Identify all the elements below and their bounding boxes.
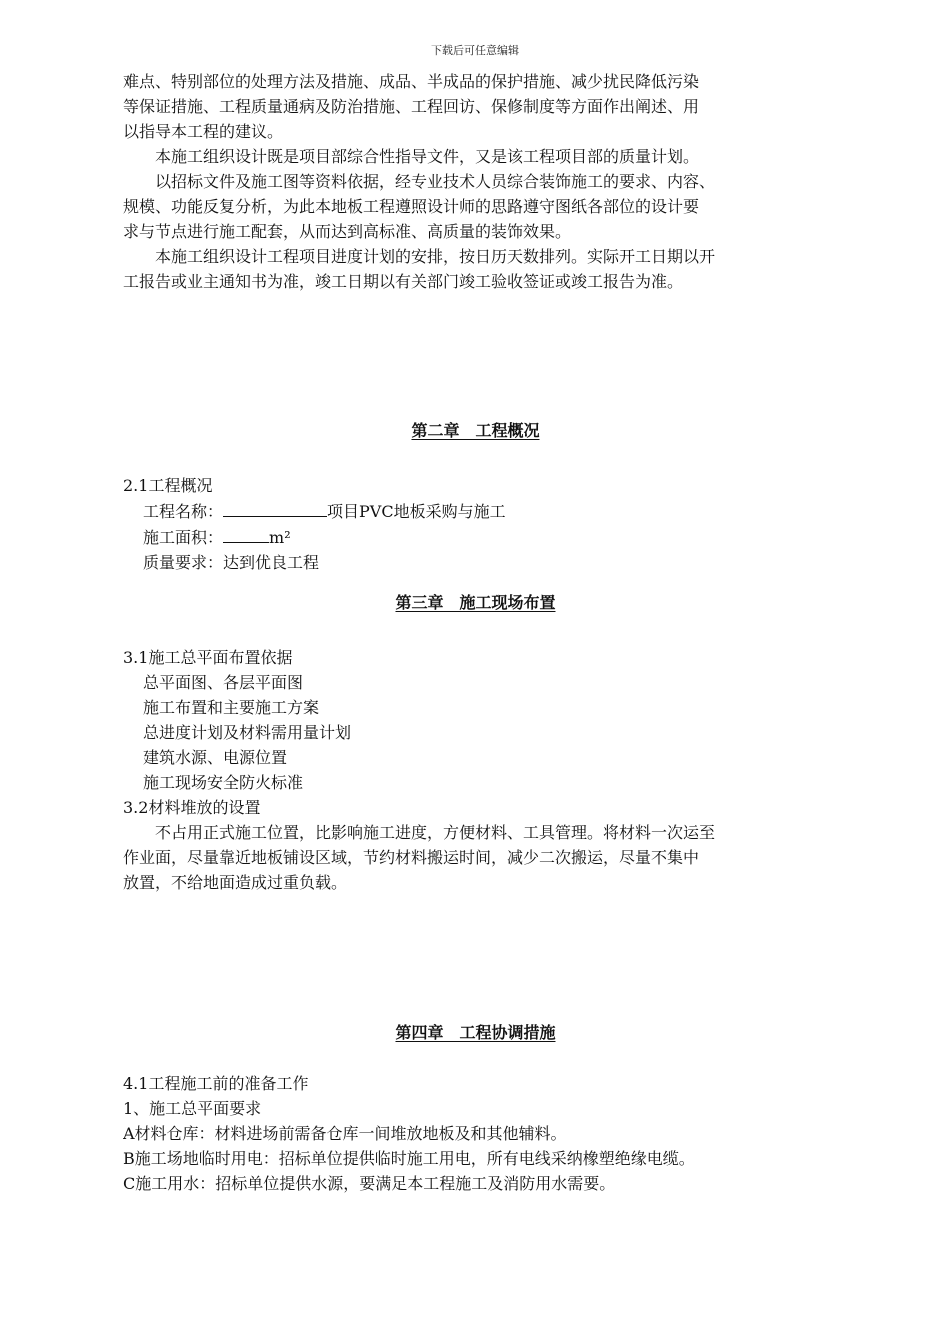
material-storage-line: 不占用正式施工位置，比影响施工进度，方便材料、工具管理。将材料一次运至 [155,823,716,842]
project-name-label: 工程名称： [143,502,224,521]
project-name-blank [223,498,327,517]
construction-area-unit: m² [269,528,291,547]
intro-line: 求与节点进行施工配套，从而达到高标准、高质量的装饰效果。 [123,222,572,241]
intro-line: 本施工组织设计既是项目部综合性指导文件，又是该工程项目部的质量计划。 [155,147,700,166]
chapter-3-title-text: 第三章 施工现场布置 [395,593,556,612]
requirement-line: C施工用水：招标单位提供水源，要满足本工程施工及消防用水需要。 [123,1174,616,1193]
intro-line: 工报告或业主通知书为准，竣工日期以有关部门竣工验收签证或竣工报告为准。 [123,272,684,291]
chapter-2-title-text: 第二章 工程概况 [411,421,540,440]
intro-line: 本施工组织设计工程项目进度计划的安排，按日历天数排列。实际开工日期以开 [155,247,716,266]
chapter-4-title [123,1021,828,1045]
intro-line: 以指导本工程的建议。 [123,122,284,141]
construction-area-blank [223,524,269,543]
section-4-1-heading: 4.1工程施工前的准备工作 [123,1074,309,1093]
document-body [123,69,828,1196]
construction-area-label: 施工面积： [143,528,224,547]
section-2-1-heading: 2.1工程概况 [123,476,213,495]
intro-line: 等保证措施、工程质量通病及防治措施、工程回访、保修制度等方面作出阐述、用 [123,97,700,116]
intro-line: 以招标文件及施工图等资料依据，经专业技术人员综合装饰施工的要求、内容、 [155,172,716,191]
intro-line: 规模、功能反复分析，为此本地板工程遵照设计师的思路遵守图纸各部位的设计要 [123,197,700,216]
page-header: 下载后可任意编辑 [431,44,519,57]
requirement-line: A材料仓库：材料进场前需备仓库一间堆放地板及和其他辅料。 [123,1124,567,1143]
chapter-2-title [123,419,828,443]
subsection-heading: 1、施工总平面要求 [123,1099,262,1118]
material-storage-line: 放置，不给地面造成过重负载。 [123,873,348,892]
project-name-value: 项目PVC地板采购与施工 [327,502,506,521]
chapter-3-title [123,591,828,615]
basis-list-item: 建筑水源、电源位置 [143,748,288,767]
project-name-line [123,498,828,524]
section-3-2-heading: 3.2材料堆放的设置 [123,798,261,817]
basis-list-item: 总平面图、各层平面图 [143,673,304,692]
chapter-4-title-text: 第四章 工程协调措施 [395,1023,556,1042]
intro-section [123,69,828,294]
section-3-1-heading: 3.1施工总平面布置依据 [123,648,293,667]
material-storage-line: 作业面，尽量靠近地板铺设区域，节约材料搬运时间，减少二次搬运，尽量不集中 [123,848,700,867]
basis-list-item: 施工布置和主要施工方案 [143,698,320,717]
construction-area-line [123,524,828,550]
basis-list-item: 施工现场安全防火标准 [143,773,304,792]
basis-list-item: 总进度计划及材料需用量计划 [143,723,352,742]
quality-requirement-line: 质量要求：达到优良工程 [143,553,320,572]
requirement-line: B施工场地临时用电：招标单位提供临时施工用电，所有电线采纳橡塑绝缘电缆。 [123,1149,695,1168]
intro-line: 难点、特别部位的处理方法及措施、成品、半成品的保护措施、减少扰民降低污染 [123,72,700,91]
